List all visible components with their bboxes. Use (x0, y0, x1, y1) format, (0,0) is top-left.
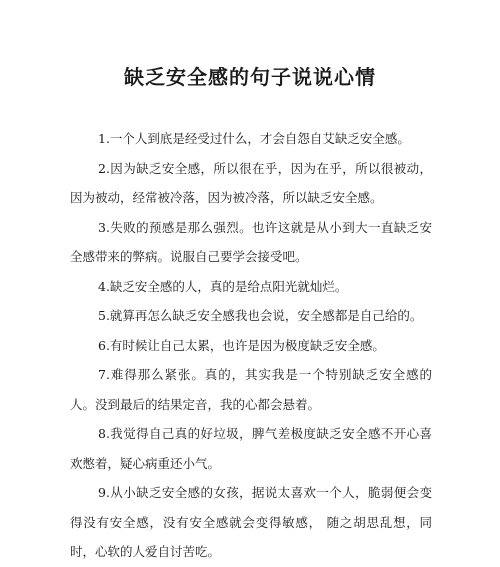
paragraph-4: 4.缺乏安全感的人，真的是给点阳光就灿烂。 (98, 278, 348, 294)
paragraph-6: 6.有时候让自己太累，也许是因为极度缺乏安全感。 (98, 337, 385, 353)
document-title: 缺乏安全感的句子说说心情 (124, 65, 376, 89)
paragraph-3: 3.失败的预感是那么强烈。也许这就是从小到大一直缺乏安全感带来的弊病。说服自己要学会接受吧。 (70, 219, 432, 264)
paragraph-8: 8.我觉得自己真的好垃圾，脾气差极度缺乏安全感不开心喜欢憋着，疑心病重还小气。 (70, 426, 432, 471)
paragraph-1: 1.一个人到底是经受过什么，才会自怨自艾缺乏安全感。 (98, 131, 410, 146)
document-body (70, 124, 432, 567)
paragraph-5: 5.就算再怎么缺乏安全感我也会说，安全感都是自己给的。 (98, 308, 423, 323)
paragraph-9: 9.从小缺乏安全感的女孩，据说太喜欢一个人，脆弱便会变得没有安全感，没有安全感就会变得敏感， 随之胡思乱想，同时，心软的人爱自讨苦吃。 (70, 485, 432, 559)
paragraph-2: 2.因为缺乏安全感，所以很在乎，因为在乎，所以很被动，因为被动，经常被冷落，因为被冷落，所以缺乏安全感。 (70, 160, 432, 205)
paragraph-7: 7.难得那么紧张。真的，其实我是一个特别缺乏安全感的人。没到最后的结果定音，我的心都会悬着。 (70, 367, 432, 412)
